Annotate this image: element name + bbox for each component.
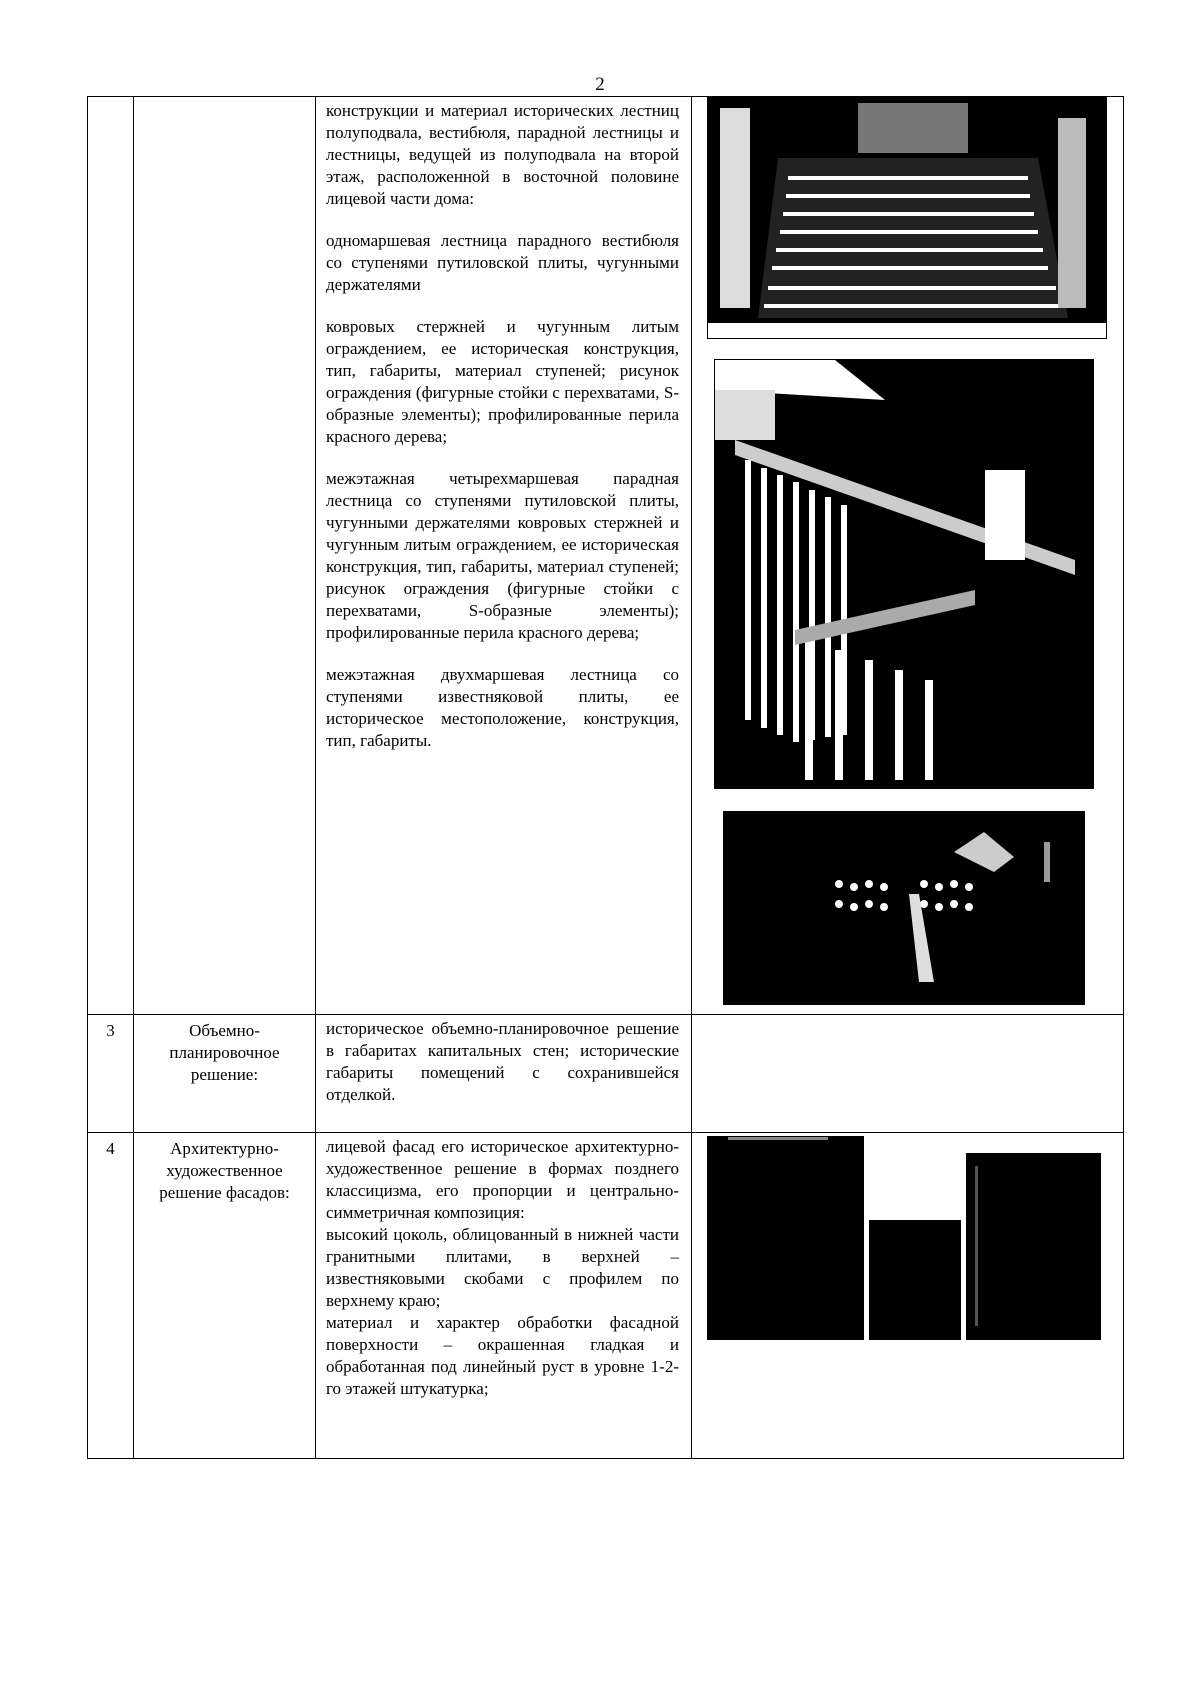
row-name: Архитектурно-художественное решение фасадов:: [134, 1133, 316, 1459]
row-number: 4: [88, 1133, 134, 1459]
description-paragraph: конструкции и материал исторических лестниц полуподвала, вестибюля, парадной лестницы и лестницы, ведущей из полуподвала на второй этаж, расположенной в восточной половине лицевой части дома:: [326, 101, 679, 208]
description-paragraph: высокий цоколь, облицованный в нижней части гранитными плитами, в верхней – известняковыми скобами с профилем по верхнему краю;: [326, 1225, 679, 1310]
row-name: [134, 97, 316, 1015]
row-number: 3: [88, 1015, 134, 1133]
description-paragraph: историческое объемно-планировочное решение в габаритах капитальных стен; исторические габариты помещений с сохранившейся отделкой.: [326, 1019, 679, 1104]
description-paragraph: ковровых стержней и чугунным литым ограждением, ее историческая конструкция, тип, габариты, материал ступеней; рисунок ограждения (фигурные стойки с перехватами, S-образные элементы); профилированные перила красного дерева;: [326, 317, 679, 446]
facade-detail-photo: [869, 1220, 961, 1340]
facade-photo: [707, 1136, 864, 1340]
facade-window-photo: [966, 1153, 1101, 1340]
two-flight-staircase-photo: [723, 811, 1085, 1005]
row-description: [316, 1015, 692, 1133]
description-paragraph: одномаршевая лестница парадного вестибюля со ступенями путиловской плиты, чугунными держателями: [326, 231, 679, 294]
table-row: [88, 97, 1124, 1015]
description-paragraph: межэтажная четырехмаршевая парадная лестница со ступенями путиловской плиты, чугунными держателями ковровых стержней и чугунным литым ограждением, ее историческая конструкция, тип, габариты, материал ступеней; рисунок ограждения (фигурные стойки с перехватами, S-образные элементы); профилированные перила красного дерева;: [326, 469, 679, 642]
description-paragraph: лицевой фасад его историческое архитектурно-художественное решение в формах позднего классицизма, его пропорции и центрально-симметричная композиция:: [326, 1137, 679, 1222]
description-paragraph: межэтажная двухмаршевая лестница со ступенями известняковой плиты, ее историческое местоположение, конструкция, тип, габариты.: [326, 665, 679, 750]
row-number: [88, 97, 134, 1015]
row-description: [316, 1133, 692, 1459]
row-description: [316, 97, 692, 1015]
four-flight-staircase-photo: [714, 359, 1094, 789]
vestibule-staircase-photo: [707, 97, 1107, 339]
photo-cell: [692, 1015, 1124, 1133]
table-row: [88, 1133, 1124, 1459]
page-number: 2: [595, 74, 605, 95]
row-name: Объемно-планировочное решение:: [134, 1015, 316, 1133]
photo-cell: [692, 1133, 1124, 1459]
description-paragraph: материал и характер обработки фасадной поверхности – окрашенная гладкая и обработанная под линейный руст в уровне 1-2-го этажей штукатурка;: [326, 1313, 679, 1398]
photo-cell: [692, 97, 1124, 1015]
protection-subject-table: [87, 96, 1124, 1459]
table-row: [88, 1015, 1124, 1133]
